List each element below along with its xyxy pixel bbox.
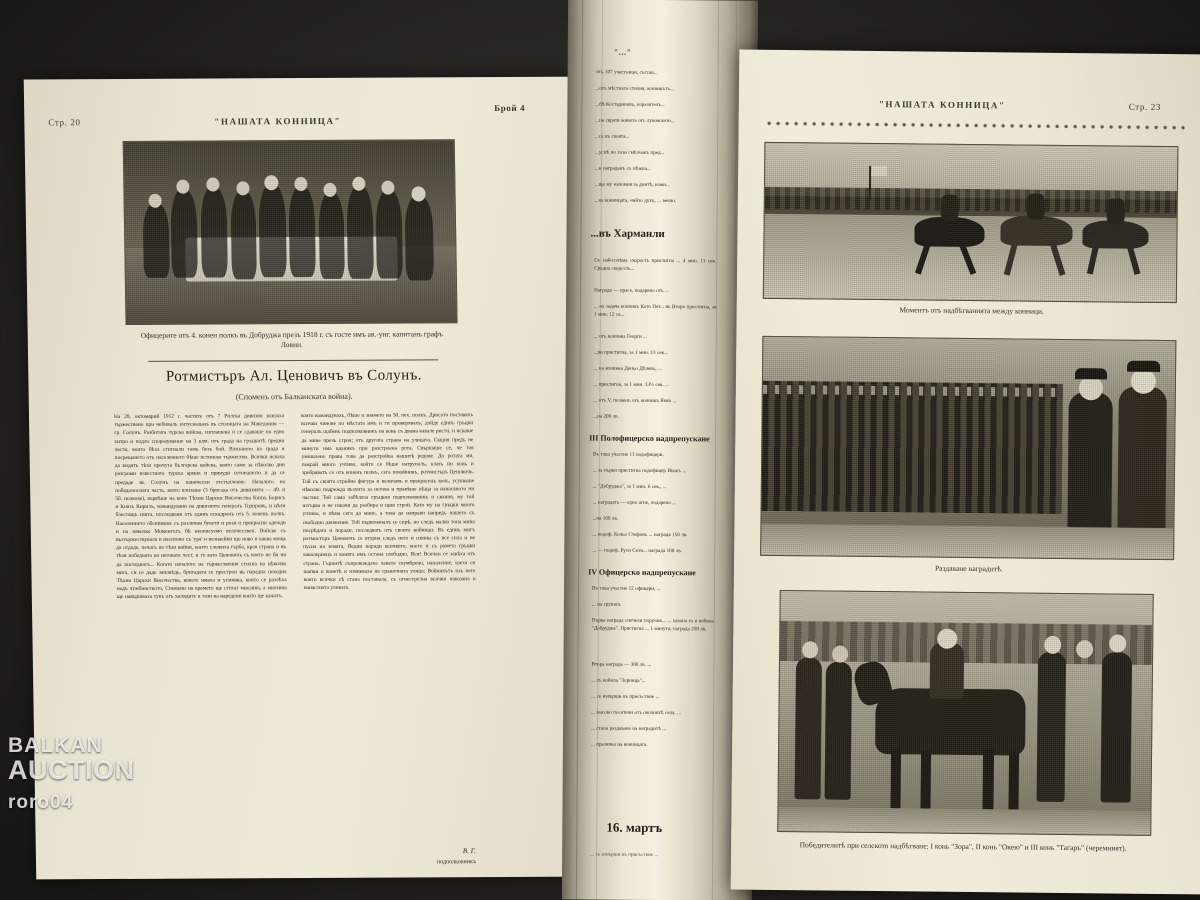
right-caption-2: Раздаване наградитѣ. [934,563,1004,574]
fold-text-fragment-9: ...на конницата, чийто духъ, ... вечно. [594,197,677,205]
photo-race-winners [777,590,1154,836]
fold-body-5: ...ри пристигна, за 1 мин. 13 сек... [593,349,668,357]
fold-subsection-oficer: IV Офицерско надпрепускане [588,567,696,578]
watermark-line-3: roro04 [8,792,74,814]
right-folio: Стр. 23 [1128,101,1162,112]
fold-body-tail: ... се извърши въ присъствие ... [590,851,659,858]
divider-rule [148,359,438,362]
right-running-head: "НАШАТА КОННИЦА" [878,99,1006,111]
fold-text-fragment-4: ...на скратя живота отъ луковското... [595,117,675,125]
fold-body-6: ... на конника Деньо Дѣлевъ; ... [593,365,662,373]
right-caption-1: Моментъ отъ надбѣгванията между конници. [899,305,1044,316]
right-caption-3: Победителитѣ при селското надбѣгване: I конь "Зора", II конь "Окею" и III конь "Тагаръ" (черемният). [799,840,1127,853]
fold-body-10: Въ това участие 11 подофицери. [592,451,664,459]
fold-body-23: ... масово посетени отъ околнитѣ села. ... [591,709,681,717]
photo-award-ceremony [760,336,1176,560]
article-subhead: (Споменъ отъ Балканската война). [235,391,353,402]
watermark-line-1: BALKAN [8,734,103,757]
fold-body-11: ... за първи пристигна подофицер Иванъ ... [592,467,687,475]
fold-running-head: "..." [613,47,632,57]
fold-body-20: Втора награда — 300 лв. ... [591,661,652,668]
article-headline: Ротмистъръ Ал. Ценовичъ въ Солунъ. [165,367,423,385]
fold-body-19: Първа награда спечели поручик... ... хавана го и кобила "Добруджа". Пристигна ... 1 минута; награда 250 лв. [591,617,714,632]
fold-text-fragment-7: ...и награденъ съ нѣжна... [594,165,651,172]
issue-number: Брой 4 [494,102,526,114]
fold-text-fragment-6: ...успѣ по този смѣлчакъ пред... [595,149,665,157]
photo-horse-race [763,142,1179,303]
fold-body-12: ... "Добруджа", за 1 мин. 6 сек., ... [592,483,667,491]
fold-body-22: ... се извърши въ присъствие ... [591,693,660,701]
photo-officers-at-table [123,139,458,325]
fold-text-fragment-1: отъ 107 участници, състав... [596,69,658,76]
right-page [731,50,1200,895]
fold-body-4: ... отъ конника Георги ... [593,333,648,340]
fold-body-2: Награда — прасе, подарено отъ ... [594,287,669,295]
fold-text-fragment-5: ...се въ своята... [595,133,630,140]
fold-text-fragment-3: ...бѣ Костадиновъ, изразителъ... [595,101,665,109]
fold-text-fragment-2: ...отъ мѣстната стихия, конникътъ... [595,85,674,93]
fold-body-21: ... съ кобила "Зорница"... [591,677,646,684]
fold-date-heading: 16. мартъ [606,819,663,836]
fold-body-9: ...на 200 лв. [593,413,619,420]
fold-subsection-podoficer: III Полофицерско надпрепускане [589,433,710,444]
left-folio: Стр. 20 [48,117,81,128]
fold-body-24: ... стана раздаване на наградитѣ ... [591,725,667,733]
article-signature-rank: подполковникъ [436,859,477,866]
left-page [24,77,597,880]
fold-body-3: ... на задача конникъ Кото Пет... въ Второ пристигна, за 1 мин. 12 се... [593,303,717,318]
fold-body-18: ... на групата. [591,601,622,608]
left-running-head: "НАШАТА КОННИЦА" [214,115,342,127]
fold-body-8: ... отъ V, позвенъ отъ конникъ Янко ... [593,397,677,405]
fold-body-7: ... пристигна, за 1 мин. 13½ сек. ... [593,381,670,389]
fold-body-14: ...на 100 лв. [592,515,619,522]
fold-body-25: ... празника на конницата. [590,741,648,748]
fold-body-15: ... подоф. Кольо Стефовъ ... награда 150 лв. [592,531,688,539]
article-column-right: която командувахъ, бѣше и знамето на 50. пех. полкъ. Дрисото поставяхъ всички чинове по мѣстата имъ и ги проверявахъ; дойде единъ гръцки генералъ щабенъ подполковникъ на конь съ двама кавале ристи, и искаше да мине презъ строя; отъ другата страна на улицата. Скщия предъ не минути има вданикъ при разстроена рота. Свършаше се, че тоя умишлено прави това да разстройва нашитѣ редове. До ротата ми, покрай много учтиво, който се бѣше натрупалъ, клать ни конь и зробряватъ се отъ коненъ полкъ, сега покойникъ, ротмистъръ Ценовичъ. Той съ своята стройна фигура и величавъ и прекрасенъ конь, усукваше нѣколко подрежда възхита за негова и правѣше нѣща за нанасяното ни частни: Той само забѣляза гръцкия подполковникъ и сваиня, му той изтърва и не изкачи да разбира и щия строй. Като му на гръцки много учтиво, и нѣма сега да мине, а това да направи напредъ нашето съ свободно движение. Той първоначалъ се спрѣ, но следъ малко тона мина посрѣдата и поради, последвать отъ своите войници. Въ единъ мигъ ротмистъръ Ценовичъ се втурна следъ него и извика съ все сила и не пусна на земята, Ведни поради всичкото, което и съ рамета гръцки кавалериецъ и конята имъ остана свободно, Вси! Всички се завѣха отъ страна. Гърнитѣ съпровождаха ланета скумбрено, наиаление, взеха си шапки и конетѣ и извикваха на граничната улица; Войникътъ изъ него които всички сѣ стана постанала, съ огнестрелна всички наказана и нанастната уликата. [300,412,476,592]
article-column-left: На 29. октомврий 1912 г. частите отъ 7 Рилска дивизия влизаха тържествено при небивалъ ентусиазъмъ въ столицата на Македония — гр. Солунъ. Разбитата турска войска, изплашена и се сдаваше по едно хитро и подло споразумение на 3 клм. отъ града на гръцкитѣ предни части, които бѣха стигнали тамъ безъ бой. Влизането на града и посрещането отъ населението бѣше истинско тържество. Всички искаха да видятъ тѣзи прочута българска войска, която само за нѣколко дни разгроми известната турска армия и принуди сетнешното и да се предаде въ Солунъ на панически отстъпление. Началото на победоносната часть, която влизаше (3 бригада отъ дивизията — 49. и 50. полкове), вървѣше на коне Тѣхни Царски Височества Князъ Борисъ и Князъ Кирилъ, командувани на дивизията генералъ Тодоровъ, и цѣли блестящъ свита, последвани отъ единъ ескадронъ отъ 5. коненъ полкъ. Населението обсипваше съ различни букети и рози и прекрасни одежди и на няколко Моментътъ бѣ неописуемо величествен. Войско съ възтържествувала и наситено съ 'ура' и незнаейки що ново и каква мощь да отдаде, печатъ на тѣзи войни, които сложиха гърба, края страна и въ тѣзи победната на неговата чест, и то като Ценовичъ съ която не би ни да погледнатъ... Когато началото на тържествения стихна на нѣколко мига, си се даде заповѣдь, бригадата се престрои въ парадна походна Тѣхни Царски Височества, конете имаха и усмивка, които се разлѣха подъ чужбинството, Спомени на времето ще стигат мнозина, а мнозина ще навършваха тукъ отъ хилядите и тази на наредени които ще кажатъ. [113,413,287,601]
dotted-divider [765,120,1185,131]
fold-body-1: Съ най-голѣма скорость пристигна ... 4 мин. 11 сек. Средна скорость... [594,257,717,272]
watermark-line-2: AUCTION [8,755,135,786]
fold-section-heading-harmanli: ...въ Харманли [590,227,665,241]
left-photo-caption: Офицерите отъ 4. конен полкъ въ Добруджа презъ 1918 г. съ госте имъ ав.-унг. капитанъ графъ Ловин. [140,329,443,350]
page-gutter-fold [562,0,758,900]
fold-text-fragment-8: ...ще му напомня за днитѣ, изжи... [594,181,670,189]
article-signature-name: В. Г. [462,847,476,856]
fold-body-16: ... — подоф. Руси Соти... награда 100 лв. [592,547,683,555]
fold-body-13: ... наградата — едно агне, подарено ... [592,499,677,507]
fold-body-17: Въ това участие 12 офицери, ... [592,585,661,593]
